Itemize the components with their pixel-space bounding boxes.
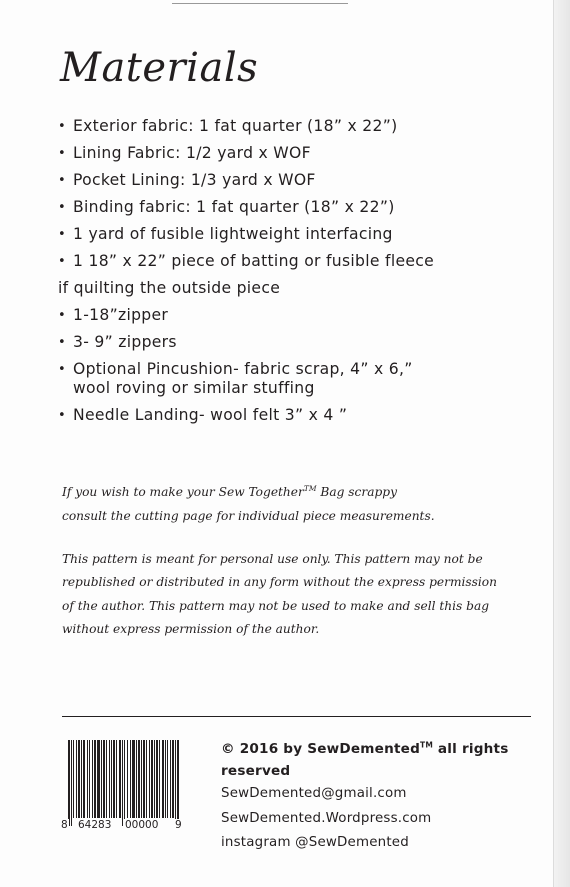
materials-item: • 1 18” x 22” piece of batting or fusible fleece if quilting the outside piece xyxy=(58,248,528,302)
barcode-bar xyxy=(101,740,102,818)
barcode-bars xyxy=(68,740,180,826)
scrappy-note-line: consult the cutting page for individual piece measurements. xyxy=(62,509,435,523)
barcode-digits-group2: 00000 xyxy=(125,819,159,831)
materials-item: • Pocket Lining: 1/3 yard x WOF xyxy=(58,167,528,194)
barcode-bar xyxy=(83,740,85,818)
barcode-bar xyxy=(111,740,112,818)
materials-item: • 1 yard of fusible lightweight interfacing xyxy=(58,221,528,248)
bullet-icon: • xyxy=(58,227,66,242)
barcode-bar xyxy=(116,740,117,818)
barcode-digit-left: 8 xyxy=(61,819,68,831)
bullet-icon: • xyxy=(58,173,66,188)
materials-item: • 1-18”zipper xyxy=(58,302,528,329)
barcode-bar xyxy=(103,740,105,818)
bullet-icon: • xyxy=(58,146,66,161)
barcode-bar xyxy=(127,740,128,818)
divider xyxy=(62,716,531,717)
materials-list xyxy=(58,113,528,429)
barcode-bar xyxy=(76,740,77,818)
contact-info xyxy=(221,738,551,856)
barcode-bar xyxy=(119,740,121,818)
materials-heading: Materials xyxy=(60,45,259,91)
bullet-icon: • xyxy=(58,308,66,323)
barcode-digits xyxy=(61,819,188,835)
barcode-bar xyxy=(122,740,123,826)
bullet-icon: • xyxy=(58,408,66,423)
barcode-bar xyxy=(97,740,100,818)
barcode-bar xyxy=(132,740,135,818)
materials-item: • Binding fabric: 1 fat quarter (18” x 22”) xyxy=(58,194,528,221)
trademark-mark: TM xyxy=(420,740,433,750)
barcode-bar xyxy=(154,740,155,818)
barcode-bar xyxy=(94,740,96,818)
barcode-bar xyxy=(81,740,82,818)
barcode-bar xyxy=(109,740,110,818)
barcode-bar xyxy=(167,740,168,818)
scrappy-note xyxy=(62,480,502,528)
trademark-mark: TM xyxy=(303,483,317,493)
barcode-digit-right: 9 xyxy=(175,819,182,831)
barcode-bar xyxy=(177,740,179,826)
barcode-bar xyxy=(156,740,158,818)
barcode-bar xyxy=(162,740,164,818)
bullet-icon: • xyxy=(58,335,66,350)
usage-notice-line: This pattern is meant for personal use only. This pattern may not be xyxy=(62,552,483,566)
barcode-bar xyxy=(159,740,160,818)
usage-notice-line: without express permission of the author. xyxy=(62,621,320,636)
barcode-bar xyxy=(113,740,115,818)
barcode-bar xyxy=(138,740,140,818)
bullet-icon: • xyxy=(58,200,66,215)
scrappy-note-line: If you wish to make your Sew Together™ Bag scrappy xyxy=(62,483,397,499)
bullet-icon: • xyxy=(58,119,66,134)
barcode-bar xyxy=(149,740,150,818)
usage-notice xyxy=(62,548,502,641)
materials-item: • Lining Fabric: 1/2 yard x WOF xyxy=(58,140,528,167)
barcode-bar xyxy=(146,740,147,818)
barcode-bar xyxy=(172,740,174,818)
bullet-icon: • xyxy=(58,254,66,269)
materials-item: • Exterior fabric: 1 fat quarter (18” x 22”) xyxy=(58,113,528,140)
materials-item: • Needle Landing- wool felt 3” x 4 ” xyxy=(58,402,528,429)
instagram-text: instagram @SewDemented xyxy=(221,835,409,850)
hang-tab-edge xyxy=(172,0,348,4)
barcode-bar xyxy=(175,740,176,826)
website-text: SewDemented.Wordpress.com xyxy=(221,810,432,826)
barcode-digits-group1: 64283 xyxy=(78,819,112,831)
usage-notice-line: republished or distributed in any form without the express permission xyxy=(62,575,497,590)
barcode-bar xyxy=(130,740,131,818)
bullet-icon: • xyxy=(58,362,66,377)
barcode-bar xyxy=(87,740,88,818)
barcode-bar xyxy=(143,740,145,818)
usage-notice-line: of the author. This pattern may not be used to make and sell this bag xyxy=(62,598,490,613)
barcode-bar xyxy=(165,740,166,818)
materials-item: • 3- 9” zippers xyxy=(58,329,528,356)
barcode-bar xyxy=(71,740,72,826)
materials-item: • Optional Pincushion- fabric scrap, 4” x 6,” wool roving or similar stuffing xyxy=(58,356,528,402)
barcode-bar xyxy=(78,740,80,818)
barcode-bar xyxy=(106,740,107,818)
barcode-bar xyxy=(89,740,90,818)
email-text: SewDemented@gmail.com xyxy=(221,786,407,801)
barcode-bar xyxy=(141,740,142,818)
barcode-bar xyxy=(170,740,171,818)
barcode-bar xyxy=(73,740,74,818)
copyright-line: © 2016 by SewDemented™ all rights reserved xyxy=(221,740,509,779)
barcode-bar xyxy=(136,740,137,818)
barcode-bar xyxy=(68,740,70,826)
barcode-bar xyxy=(151,740,153,818)
barcode-bar xyxy=(92,740,93,818)
barcode-bar xyxy=(124,740,125,826)
page-edge xyxy=(553,0,570,887)
